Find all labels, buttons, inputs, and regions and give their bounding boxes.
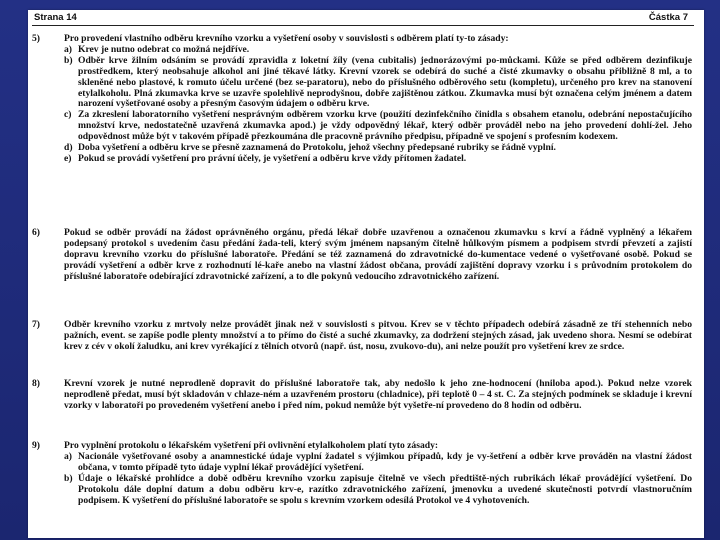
item-label: c) (64, 109, 72, 121)
section-number: 8) (32, 378, 40, 389)
item-text: Údaje o lékařské prohlídce a době odběru krevního vzorku zapisuje čitelně ve všech předtiště-ných rubrikách lékař provádějící vyšetření. Do Protokolu dále doplní datum a dobu odběru krv-e, razítko zdravotnického zařízení, jmenovku a uvedené skutečnosti potvrdí vlastnoručním podpisem. K vyšetření do příslušné laboratoře se spolu s krevním vzorkem odesílá Protokol ve 4 vyhotoveních. (78, 472, 692, 506)
list-item-c (64, 110, 692, 143)
list-item-b (64, 474, 692, 507)
document-page (28, 10, 704, 538)
item-label: b) (64, 472, 73, 484)
section-number: 5) (32, 33, 40, 44)
item-label: a) (64, 43, 72, 55)
item-label: a) (64, 450, 72, 462)
item-label: d) (64, 142, 73, 154)
section-6 (32, 228, 692, 283)
section-number: 9) (32, 440, 40, 451)
list-item-e (64, 154, 692, 165)
section-intro: Pro vyplnění protokolu o lékařském vyšetření při ovlivnění etylalkoholem platí tyto zásady: (64, 440, 439, 451)
section-9 (32, 441, 692, 506)
item-text: Nacionále vyšetřované osoby a anamnestické údaje vyplní žadatel s výjimkou případů, kdy je vy-šetření a odběr krve prováděn na vlastní žádost občana, v tomto případě tyto údaje vyplní lékař provádějící vyšetření. (78, 450, 692, 473)
section-intro: Pro provedení vlastního odběru krevního vzorku a vyšetření osoby v souvislosti s odběrem platí ty-to zásady: (64, 33, 509, 44)
header-rule (32, 25, 694, 26)
item-label: b) (64, 54, 73, 66)
item-text: Za zkreslení laboratorního vyšetření nesprávným odběrem vzorku krve (použití dezinfekčního činidla s obsahem etanolu, odebrání nepostačujícího množství krve, nedostatečně uzavřená zkumavka apod.) je vždy odpovědný lékař, který odběr prováděl nebo na jeho provedení dohlí-žel. Jeho odpovědnost může být v takovém případě přezkoumána dle pracovně právního předpisu, případně ve spojení s profesním kodexem. (78, 109, 692, 143)
section-text: Odběr krevního vzorku z mrtvoly nelze provádět jinak než v souvislosti s pitvou. Krev se v těchto případech odebírá zásadně ze tří stehenních nebo pažních, event. se zapíše podle plenty množství a to přímo do čisté a suché zkumavky, za dodržení stejných zásad, jak uvedeno shora. Nesmí se odebírat krev z cév v okolí žaludku, ani krev vyrékající z tělních otvorů (např. úst, nosu, zvukovo-du), ani nelze použít pro vyšetření krev ze srdce. (64, 319, 692, 352)
section-5 (32, 34, 692, 165)
item-text: Pokud se provádí vyšetření pro právní účely, je vyšetření a odběru krve vždy přítomen žadatel. (78, 152, 467, 164)
item-label: e) (64, 152, 72, 164)
item-text: Doba vyšetření a odběru krve se přesně zaznamená do Protokolu, jehož všechny předepsané rubriky se řádně vyplní. (78, 142, 556, 154)
section-number: 6) (32, 227, 40, 238)
list-item-b (64, 56, 692, 111)
item-text: Krev je nutno odebrat co možná nejdříve. (78, 43, 250, 55)
section-7 (32, 320, 692, 353)
item-text: Odběr krve žilním odsáním se provádí zpravidla z loketní žíly (vena cubitalis) jednorázovými po-můckami. Kůže se před odběrem dezinfikuje prostředkem, který neobsahuje alkohol ani jiné těkavé látky. Krevní vzorek se odebírá do suché a čisté zkumavky o obsahu přibližně 8 ml, a to skleněné nebo plastové, k romuto účelu určené (bez se-paratoru), nebo do příslušného odběrového setu (kompletu), určeného pro krev na stanovení etylalkoholu. Plná zkumavka krve se uzavře spolehlivě neprodyšnou, dobře zajištěnou zátkou. Zkumavka musí být označena celým jménem a datem narození vyšetřované osoby a přesným časovým údajem o odběru krve. (78, 54, 692, 110)
list-item-a (64, 452, 692, 474)
section-number: 7) (32, 319, 40, 330)
page-number: Strana 14 (34, 12, 77, 23)
section-8 (32, 379, 692, 412)
section-text: Krevní vzorek je nutné neprodleně dopravit do příslušné laboratoře tak, aby nedošlo k jeho zne-hodnocení (hniloba apod.). Pokud nelze vzorek neprodleně předat, musí být skladován v chlaze-ném a uzavřeném prostoru (chladnice), při teplotě 0 – 4 st. C. Za stejných podmínek se skladuje i krevní vzorky v laboratoři po provedeném vyšetření anebo i před ním, pokud nemůže být vyšetře-ní provedeno do 8 hodin od odběru. (64, 378, 692, 411)
issue-part: Částka 7 (648, 12, 688, 23)
section-text: Pokud se odběr provádí na žádost oprávněného orgánu, předá lékař dobře uzavřenou a označenou zkumavku s krví a řádně vyplněný a lékařem podepsaný protokol s uvedením času předání žada-teli, který svým jménem napsaným čitelně hůlkovým písmem a podpisem stvrdí převzetí a zajistí dopravu krevního vzorku do příslušné laboratoře. Předání se též zaznamená do zdravotnické do-kumentace vedené o vyšetřované osobě. Pokud se provádí vyšetření a odběr krve z rozhodnutí lé-kaře anebo na vlastní žádost občana, provádí zajištění dopravy vzorku i s průvodním protokolem do příslušné laboratoře odebírající zdravotnické zařízení, a to dle pokynů vedoucího zdravotnického zařízení. (64, 227, 692, 282)
